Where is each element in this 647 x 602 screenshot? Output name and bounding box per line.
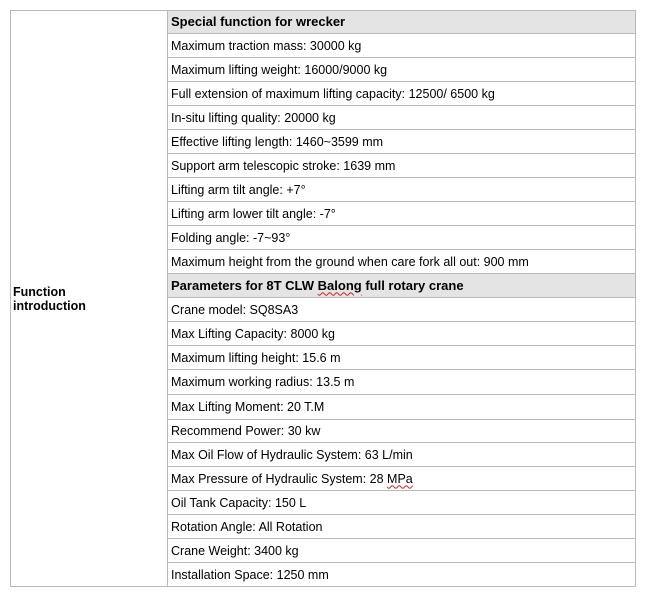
table-row: Maximum height from the ground when care fork all out: 900 mm [168,250,636,274]
table-row: Lifting arm lower tilt angle: -7° [168,202,636,226]
label-line-1: Function [13,284,66,299]
table-row: Lifting arm tilt angle: +7° [168,178,636,202]
table-row: Rotation Angle: All Rotation [168,515,636,539]
table-row: Crane Weight: 3400 kg [168,539,636,563]
table-row: Maximum lifting weight: 16000/9000 kg [168,58,636,82]
label-line-2: introduction [13,298,86,313]
table-row: Support arm telescopic stroke: 1639 mm [168,154,636,178]
table-row: In-situ lifting quality: 20000 kg [168,106,636,130]
section-header-row [11,11,636,34]
table-row: Maximum lifting height: 15.6 m [168,346,636,370]
table-row [168,467,636,491]
spec-table [10,10,636,587]
table-row: Maximum traction mass: 30000 kg [168,34,636,58]
table-row: Oil Tank Capacity: 150 L [168,491,636,515]
table-row: Installation Space: 1250 mm [168,563,636,587]
spellcheck-flag: MPa [387,471,413,486]
table-row: Effective lifting length: 1460~3599 mm [168,130,636,154]
table-row: Max Oil Flow of Hydraulic System: 63 L/min [168,443,636,467]
table-row: Max Lifting Moment: 20 T.M [168,395,636,420]
row-text: Max Pressure of Hydraulic System: 28 [171,471,388,486]
table-row: Maximum working radius: 13.5 m [168,370,636,395]
table-row: Recommend Power: 30 kw [168,420,636,443]
table-row: Folding angle: -7~93° [168,226,636,250]
table-row: Crane model: SQ8SA3 [168,298,636,322]
table-row: Full extension of maximum lifting capacity: 12500/ 6500 kg [168,82,636,106]
function-introduction-label [11,11,168,587]
table-row: Max Lifting Capacity: 8000 kg [168,322,636,346]
heading-text: Parameters for 8T CLW [171,277,318,293]
spellcheck-flag: Balong [317,277,362,293]
section-heading-crane [168,274,636,298]
section-heading-wrecker: Special function for wrecker [168,11,636,34]
heading-text: full rotary crane [361,277,464,293]
